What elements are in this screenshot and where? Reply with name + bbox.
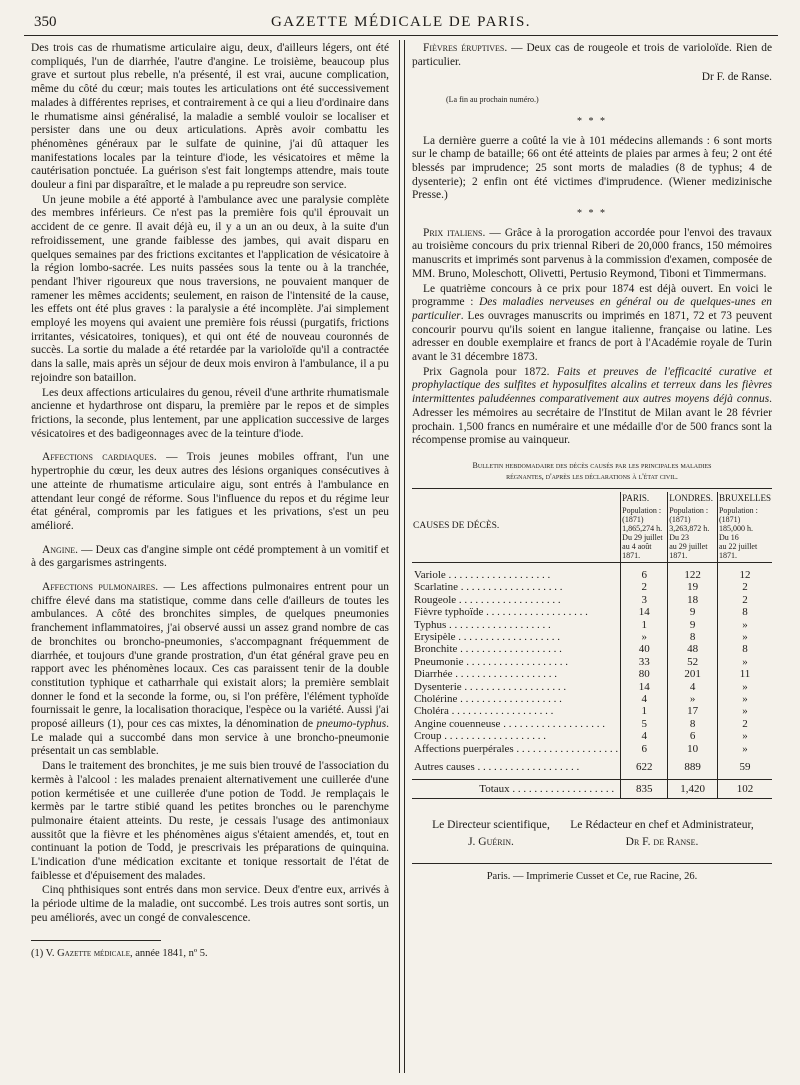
cause-name — [412, 705, 621, 717]
cause-name — [412, 730, 621, 742]
totals-row — [412, 780, 772, 799]
pop-year: (1871) — [718, 514, 741, 524]
death-count-cell: 14 — [621, 606, 668, 618]
heading-prix-italiens: Prix italiens. — [423, 226, 486, 239]
city-name: LONDRES. — [669, 492, 713, 503]
pop-label: Population : — [622, 505, 662, 515]
pop-value: 185,000 h. — [718, 523, 753, 533]
heading-affections-cardiaques: Affections cardiaques. — [42, 451, 157, 464]
table-row — [412, 668, 772, 680]
death-count-cell: 6 — [668, 730, 718, 742]
death-count-cell: 122 — [668, 569, 718, 581]
header-causes: CAUSES DE DÉCÈS. — [413, 521, 500, 532]
cause-label: Affections puerpérales — [414, 742, 514, 755]
table-bottom-rule — [412, 798, 772, 799]
leader-dots — [475, 761, 580, 773]
printer-rule — [412, 863, 772, 864]
death-count-cell: 8 — [668, 631, 718, 643]
death-count-cell: 102 — [717, 780, 772, 799]
death-count-cell: 48 — [668, 643, 718, 655]
death-count-cell: 17 — [668, 705, 718, 717]
cause-label: Angine couenneuse — [414, 717, 501, 730]
header-city-bruxelles — [717, 492, 772, 563]
author-signature: Dr F. de Ranse. — [701, 71, 772, 84]
leader-dots — [456, 594, 561, 606]
death-count-cell: » — [621, 631, 668, 643]
table-row — [412, 718, 772, 730]
death-count-cell: 80 — [621, 668, 668, 680]
city-name: BRUXELLES — [718, 492, 771, 503]
text-pulmonaires-a: — Les affections pulmonaires entrent pour un chiffre élevé dans ma statistique, comme dans celle d'ailleurs de toutes les ambulances. A côté des bronchites simples, de quelques pneumonies franchement inflammatoires, j'ai observé aussi un assez grand nombre de cas de bronchites ou broncho-pneumonies, s'accompagnant fréquemment de diarrhée, et toujours d'une grande prostration, d'un état général grave peu en rapport avec les phénomènes locaux. Ces cas paraissent tenir de la double constitution typhique et catharrhale qui existait alors; la première semblait donner le fond et la seconde la forme, ou, si l'on préfère, l'élément typhoïde fournissait le genre, la localisation thoracique, l'espèce ou la variété. Aussi j'ai proposé ailleurs (1), pour ces cas mixtes, la dénomination de — [31, 581, 389, 731]
to-be-continued-note: (La fin au prochain numéro.) — [446, 95, 539, 105]
page-number: 350 — [34, 14, 57, 30]
table-row — [412, 631, 772, 643]
cause-label: Variole — [414, 568, 446, 581]
deaths-table-body — [412, 562, 772, 798]
editors-signature-block — [412, 817, 772, 863]
city-name: PARIS. — [622, 492, 650, 503]
death-count-cell: » — [717, 693, 772, 705]
section-separator: * * * — [577, 115, 607, 127]
table-header-row — [412, 492, 772, 563]
table-row — [412, 643, 772, 655]
death-count-cell: 4 — [621, 730, 668, 742]
death-count-cell: 3 — [621, 594, 668, 606]
period-line: Du 23 — [669, 532, 690, 542]
editor-name: Dr F. de Ranse. — [625, 836, 699, 849]
cause-name — [412, 594, 621, 606]
table-row — [412, 581, 772, 593]
table-row — [412, 743, 772, 755]
pop-label: Population : — [669, 505, 709, 515]
leader-dots — [457, 693, 562, 705]
death-count-cell: 6 — [621, 569, 668, 581]
death-count-cell: 4 — [621, 693, 668, 705]
table-row — [412, 693, 772, 705]
section-separator: * * * — [577, 208, 607, 220]
death-count-cell: » — [717, 631, 772, 643]
cause-name — [412, 693, 621, 705]
death-count-cell: 2 — [717, 594, 772, 606]
period-line: Du 29 juillet — [622, 532, 663, 542]
leader-dots — [500, 718, 605, 730]
editor-signature — [552, 817, 772, 851]
cause-label: Autres causes — [414, 761, 475, 774]
pop-year: (1871) — [622, 514, 644, 524]
paragraph-cardiaques — [31, 451, 389, 533]
leader-dots — [457, 643, 562, 655]
death-count-cell: 1,420 — [668, 780, 718, 799]
paragraph-angine — [31, 544, 389, 571]
death-count-cell: 2 — [717, 581, 772, 593]
cause-name — [412, 743, 621, 755]
death-count-cell: 1 — [621, 619, 668, 631]
text-quatrieme-a: Le quatrième concours à ce prix pour 1874 est déjà ouvert. En voici le programme : — [412, 282, 772, 309]
paragraph-phthisiques: Cinq phthisiques sont entrés dans mon service. Deux d'entre eux, arrivés à la période ultime de la maladie, ont succombé. Les trois autres sont sortis, un peu améliorés, avec un congé de convalescence. — [31, 884, 389, 924]
period-line: 1871. — [622, 550, 641, 560]
cause-label: Typhus — [414, 618, 447, 631]
death-count-cell: » — [668, 693, 718, 705]
left-column — [31, 42, 389, 960]
table-row — [412, 594, 772, 606]
text-cardiaques: — Trois jeunes mobiles offrant, l'un une hypertrophie du cœur, les deux autres des lésions organiques consécutives à une atteinte de rhumatisme articulaire aigu, sont entrés à l'ambulance en attendant leur congé de réforme. Sous l'influence du repos et du régime leur état général, compromis par les fatigues et les privations, s'est un peu amélioré. — [31, 451, 389, 532]
cause-name — [412, 681, 621, 693]
death-count-cell: » — [717, 656, 772, 668]
death-count-cell: 1 — [621, 705, 668, 717]
leader-dots — [446, 569, 551, 581]
paragraph-paralysie: Un jeune mobile a été apporté à l'ambulance avec une paralysie complète des membres inférieurs. Ce n'est pas la première fois qu'il éprouvait un accident de ce genre. Il avait déjà eu, il y a un an ou deux, à la suite d'un refroidissement, une grande faiblesse des jambes, qui avait disparu en quelques semaines par des frictions excitantes et l'application de vésicatoire à la région lombo-sacrée. Les nuits passées sous la tente ou à la tranchée, pendant l'hiver rigoureux que nous traversions, ne pouvaient manquer de ramener les mêmes accidents; seulement, en raison de l'intensité de la cause, les effets ont été plus graves : la paralysie a été incomplète. J'ai simplement employé les moyens qui avaient une première fois réussi (purgatifs, frictions irritantes, vésicatoires, toniques), et qui ont été de nouveau couronnés de succès. La sortie du malade a été retardée par la varioloïde qu'il a contractée dans la salle, mais après un séjour de deux mois environ à l'ambulance, il a pu rejoindre son bataillon. — [31, 193, 389, 384]
table-row — [412, 569, 772, 581]
heading-affections-pulmonaires: Affections pulmonaires. — [42, 581, 159, 594]
death-count-cell: 18 — [668, 594, 718, 606]
cause-label: Cholérine — [414, 693, 458, 706]
header-rule — [24, 35, 778, 36]
period-line: 1871. — [718, 550, 737, 560]
period-line: Du 16 — [718, 532, 739, 542]
paragraph-pulmonaires — [31, 581, 389, 759]
director-title: Le Directeur scientifique, — [432, 819, 550, 832]
death-count-cell: 8 — [668, 718, 718, 730]
page-header — [24, 14, 778, 36]
leader-dots — [464, 656, 569, 668]
director-name: J. Guérin. — [468, 836, 514, 849]
death-count-cell: 889 — [668, 761, 718, 773]
death-count-cell: » — [717, 681, 772, 693]
table-row — [412, 656, 772, 668]
death-count-cell: 12 — [717, 569, 772, 581]
paragraph-guerre: La dernière guerre a coûté la vie à 101 médecins allemands : 6 sont morts sur le champ de bataille; 66 ont été atteints de plaies par armes à feu; 2 ont été blessés par imprudence; 25 sont morts de maladies (8 de typhus; 4 de dysenterie); 2 enfin ont été victimes d'imprudence. (Wiener medizinische Presse.) — [412, 134, 772, 202]
right-column — [412, 42, 772, 884]
heading-prix-gagnola: Prix Gagnola pour 1872. — [423, 365, 557, 378]
pop-value: 1,865,274 h. — [622, 523, 663, 533]
footnote-marker: (1) V. — [31, 947, 58, 959]
cause-label: Erysipèle — [414, 631, 456, 644]
editor-title: Le Rédacteur en chef et Administrateur, — [570, 819, 754, 832]
cause-name — [412, 718, 621, 730]
gagnola-subject: Faits et preuves de l'efficacité curative et prophylactique des sulfites et hyposulfites alcalins et terreux dans les fièvres intermittentes paludéennes comparativement aux autres moyens déjà connus — [412, 365, 772, 406]
footnote-rule — [31, 940, 161, 941]
bulletin-title-line1: Bulletin hebdomadaire des décès causés par les principales maladies — [472, 460, 712, 470]
table-row — [412, 606, 772, 618]
footnote-source: Gazette médicale — [57, 947, 130, 959]
heading-fievres-eruptives: Fièvres éruptives. — [423, 42, 508, 54]
death-count-cell: 8 — [717, 606, 772, 618]
death-count-cell: 14 — [621, 681, 668, 693]
table-row — [412, 730, 772, 742]
leader-dots — [449, 705, 554, 717]
death-count-cell: 9 — [668, 606, 718, 618]
header-city-paris — [621, 492, 668, 563]
paragraph-rhumatisme: Des trois cas de rhumatisme articulaire aigu, deux, d'ailleurs légers, ont été compliqués, l'un de diarrhée, l'autre d'angine. Le troisième, beaucoup plus grave et surtout plus rebelle, n'a présenté, il est vrai, aucune complication, même du côté du cœur; mais toutes les articulations ont été successivement malades à différentes reprises, et contrairement à ce qui a lieu d'ordinaire dans le rhumatisme ainsi généralisé, la maladie a semblé vouloir se localiser et persister dans une ou deux articulations. Après avoir combattu les phénomènes généraux par le sulfate de quinine, j'ai dû attaquer les manifestations locales par la teinture d'iode, les vésicatoires et même la cautérisation ponctuée. La guérison s'est fait longtemps attendre, mais toute douleur a fini par disparaître, et le malade a pu repreudre son service. — [31, 42, 389, 192]
footnote-ref: , année 1841, nº 5. — [129, 947, 208, 959]
cause-label: Totaux — [479, 783, 510, 796]
table-row — [412, 681, 772, 693]
paragraph-fievres — [412, 42, 772, 69]
cause-label: Diarrhée — [414, 668, 453, 681]
footnote — [31, 947, 389, 961]
paragraph-bronchites: Dans le traitement des bronchites, je me suis bien trouvé de l'association du kermès à l'alcool : les malades prenaient alternativement une cuillerée d'une potion kermétisée et une cuillerée d'une potion de Todd. Je remplaçais le kermès par le tartre stibié quand les petites bronches ou le parenchyme pulmonaire étaient atteints. Du reste, je cessais l'usage des antimoniaux aussitôt que la fièvre et les phénomènes aigus s'étaient amendés, et, tout en continuant la potion de Todd, je prescrivais les préparations de quinquina. L'indication d'une médication excitante et tonique ressortait de l'état de faiblesse et d'épuisement des malades. — [31, 760, 389, 882]
death-count-cell: 835 — [621, 780, 668, 799]
leader-dots — [458, 581, 563, 593]
leader-dots — [452, 668, 557, 680]
cause-name — [412, 668, 621, 680]
text-pulmonaires-b: . Le malade qui a succombé dans mon service à une broncho-pneumonie présentait un cas semblable. — [31, 718, 389, 758]
pop-label: Population : — [718, 505, 758, 515]
term-pneumo-typhus: pneumo-typhus — [316, 718, 387, 731]
death-count-cell: 10 — [668, 743, 718, 755]
cause-label: Scarlatine — [414, 581, 458, 594]
paragraph-prix-italiens — [412, 227, 772, 282]
period-line: 1871. — [669, 550, 688, 560]
cause-name — [412, 619, 621, 631]
period-line: au 29 juillet — [669, 541, 708, 551]
table-row — [412, 761, 772, 773]
text-prix-italiens: — Grâce à la prorogation accordée pour l'envoi des travaux au troisième concours du prix triennal Riberi de 20,000 francs, 150 mémoires manuscrits et imprimés sont parvenus à la commission d'examen, composée de MM. Bruno, Moleschott, Olivetti, Pertusio Reymond, Tiboni et Timmermans. — [412, 226, 772, 280]
text-gagnola: . Adresser les mémoires au secrétaire de l'Institut de Milan avant le 28 février prochain. 1,500 francs en numéraire et une médaille d'or de 500 francs sont la récompense promise au vainqueur. — [412, 393, 772, 447]
pop-value: 3,263,872 h. — [669, 523, 710, 533]
paragraph-quatrieme-concours — [412, 283, 772, 365]
cause-label: Choléra — [414, 705, 449, 718]
death-count-cell: 9 — [668, 619, 718, 631]
death-count-cell: 40 — [621, 643, 668, 655]
death-count-cell: 4 — [668, 681, 718, 693]
text-quatrieme-b: . Les ouvrages manuscrits ou imprimés en 1871, 72 et 73 peuvent concourir pourvu qu'ils soient en langue italienne, française ou latine. Les adresser en double exemplaire et francs de port à l'Académie royale de Turin avant le 31 décembre 1873. — [412, 309, 772, 364]
paragraph-prix-gagnola — [412, 366, 772, 448]
paragraph-genou: Les deux affections articulaires du genou, réveil d'une arthrite rhumatismale ancienne et hydarthrose ont disparu, la première par le repos et de simples frictions, la seconde, plus lentement, par une application successive de larges vésicatoires et des badigeonnages avec de la teinture d'iode. — [31, 386, 389, 440]
programme-title: Des maladies nerveuses en général ou de quelques-unes en particulier — [412, 296, 772, 322]
death-count-cell: 2 — [621, 581, 668, 593]
death-count-cell: 622 — [621, 761, 668, 773]
journal-title: GAZETTE MÉDICALE DE PARIS. — [270, 14, 532, 30]
cause-name — [412, 569, 621, 581]
death-count-cell: 6 — [621, 743, 668, 755]
death-count-cell: » — [717, 730, 772, 742]
pop-year: (1871) — [669, 514, 691, 524]
death-count-cell: » — [717, 705, 772, 717]
cause-label: Fièvre typhoïde — [414, 606, 484, 619]
leader-dots — [446, 619, 551, 631]
death-count-cell: 11 — [717, 668, 772, 680]
death-count-cell: 33 — [621, 656, 668, 668]
cause-label: Bronchite — [414, 643, 458, 656]
death-count-cell: 8 — [717, 643, 772, 655]
text-fievres: — Deux cas de rougeole et trois de varioloïde. Rien de particulier. — [412, 42, 772, 68]
leader-dots — [514, 743, 619, 755]
leader-dots — [442, 730, 547, 742]
leader-dots — [483, 606, 588, 618]
death-count-cell: 59 — [717, 761, 772, 773]
cause-name — [412, 656, 621, 668]
header-city-londres — [668, 492, 718, 563]
leader-dots — [462, 681, 567, 693]
text-angine: — Deux cas d'angine simple ont cédé promptement à un vomitif et à des gargarismes astringents. — [31, 543, 389, 570]
table-top-rule — [412, 488, 772, 489]
heading-angine: Angine. — [42, 543, 78, 556]
cause-name — [412, 780, 621, 799]
cause-label: Croup — [414, 730, 442, 743]
cause-label: Rougeole — [414, 593, 457, 606]
cause-label: Pneumonie — [414, 655, 464, 668]
death-count-cell: 5 — [621, 718, 668, 730]
printer-imprint: Paris. — Imprimerie Cusset et Ce, rue Racine, 26. — [486, 871, 698, 883]
death-count-cell: 19 — [668, 581, 718, 593]
cause-name — [412, 631, 621, 643]
deaths-table — [412, 492, 772, 799]
death-count-cell: 2 — [717, 718, 772, 730]
period-line: au 22 juillet — [718, 541, 758, 551]
period-line: au 4 août — [622, 541, 652, 551]
table-row — [412, 619, 772, 631]
death-count-cell: » — [717, 619, 772, 631]
bulletin-title-line2: régnantes, d'après les déclarations à l'état civil. — [506, 471, 678, 481]
death-count-cell: 52 — [668, 656, 718, 668]
cause-name — [412, 581, 621, 593]
cause-name — [412, 643, 621, 655]
cause-name — [412, 606, 621, 618]
bulletin-title — [412, 460, 772, 482]
director-signature — [416, 817, 566, 851]
leader-dots — [456, 631, 561, 643]
cause-name — [412, 761, 621, 773]
death-count-cell: » — [717, 743, 772, 755]
death-count-cell: 201 — [668, 668, 718, 680]
table-row — [412, 705, 772, 717]
cause-label: Dysenterie — [414, 680, 462, 693]
column-divider — [399, 40, 405, 1073]
leader-dots — [510, 783, 615, 795]
